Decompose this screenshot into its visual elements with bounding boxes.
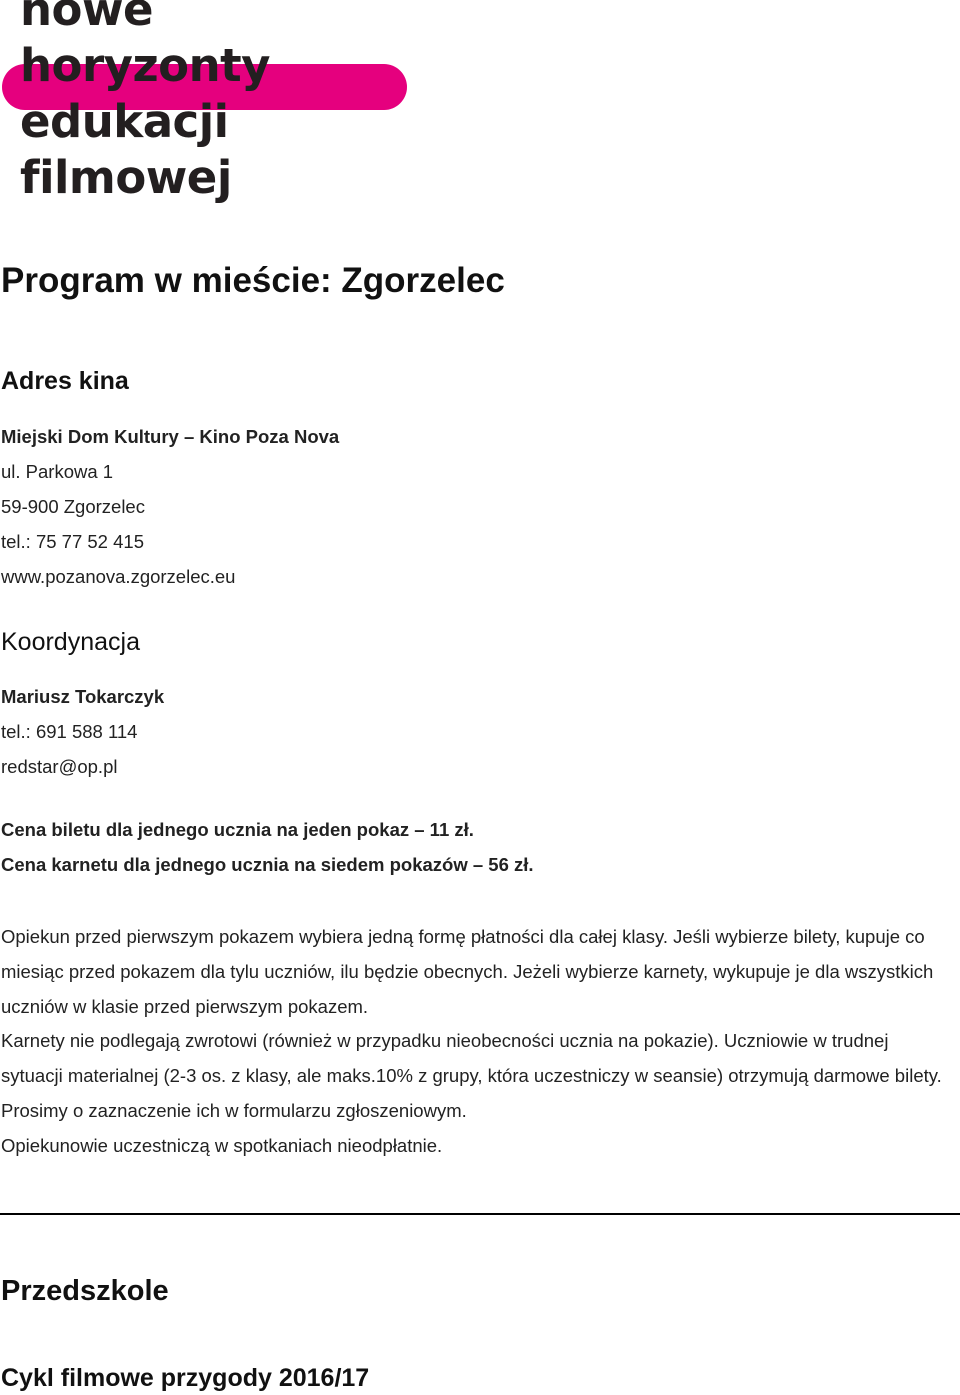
address-heading: Adres kina [1, 367, 129, 395]
coordinator-name: Mariusz Tokarczyk [1, 686, 165, 707]
logo-text-line: filmowej [20, 151, 232, 204]
logo-text-line: nowe [20, 0, 154, 36]
logo-text-line: edukacji [20, 95, 229, 148]
section-subtitle: Cykl filmowe przygody 2016/17 [1, 1364, 370, 1392]
refund-info-paragraph: Karnety nie podlegają zwrotowi (również w przypadku nieobecności ucznia na pokazie). Uczniowie w trudnej sytuacji materialnej (2-3 os. z klasy, ale maks.10% z grupy, która uczestniczy w seansie) otrzymują darmowe bilety. Prosimy o zaznaczenie ich w formularzu zgłoszeniowym. [1, 1030, 942, 1121]
page-title: Program w mieście: Zgorzelec [1, 261, 505, 300]
cinema-website-link[interactable]: www.pozanova.zgorzelec.eu [1, 566, 236, 587]
guardians-info-paragraph: Opiekunowie uczestniczą w spotkaniach nieodpłatnie. [1, 1135, 443, 1156]
coordinator-phone: tel.: 691 588 114 [1, 721, 138, 742]
ticket-price: Cena biletu dla jednego ucznia na jeden pokaz – 11 zł. [1, 819, 474, 840]
cinema-street: ul. Parkowa 1 [1, 461, 114, 482]
coordination-heading: Koordynacja [1, 628, 140, 656]
cinema-city: 59-900 Zgorzelec [1, 496, 145, 517]
payment-info-paragraph: Opiekun przed pierwszym pokazem wybiera jedną formę płatności dla całej klasy. Jeśli wybierze bilety, kupuje co miesiąc przed pokazem dla tylu uczniów, ilu będzie obecnych. Jeżeli wybierze karnety, wykupuje je dla wszystkich uczniów w klasie przed pierwszym pokazem. [1, 926, 934, 1017]
logo-text-line: horyzonty [20, 39, 270, 92]
cinema-name: Miejski Dom Kultury – Kino Poza Nova [1, 426, 340, 447]
pass-price: Cena karnetu dla jednego ucznia na siedem pokazów – 56 zł. [1, 854, 534, 875]
cinema-phone: tel.: 75 77 52 415 [1, 531, 144, 552]
section-divider [0, 1213, 960, 1215]
logo [0, 0, 420, 215]
section-title: Przedszkole [1, 1275, 169, 1307]
coordinator-email-link[interactable]: redstar@op.pl [1, 756, 118, 777]
